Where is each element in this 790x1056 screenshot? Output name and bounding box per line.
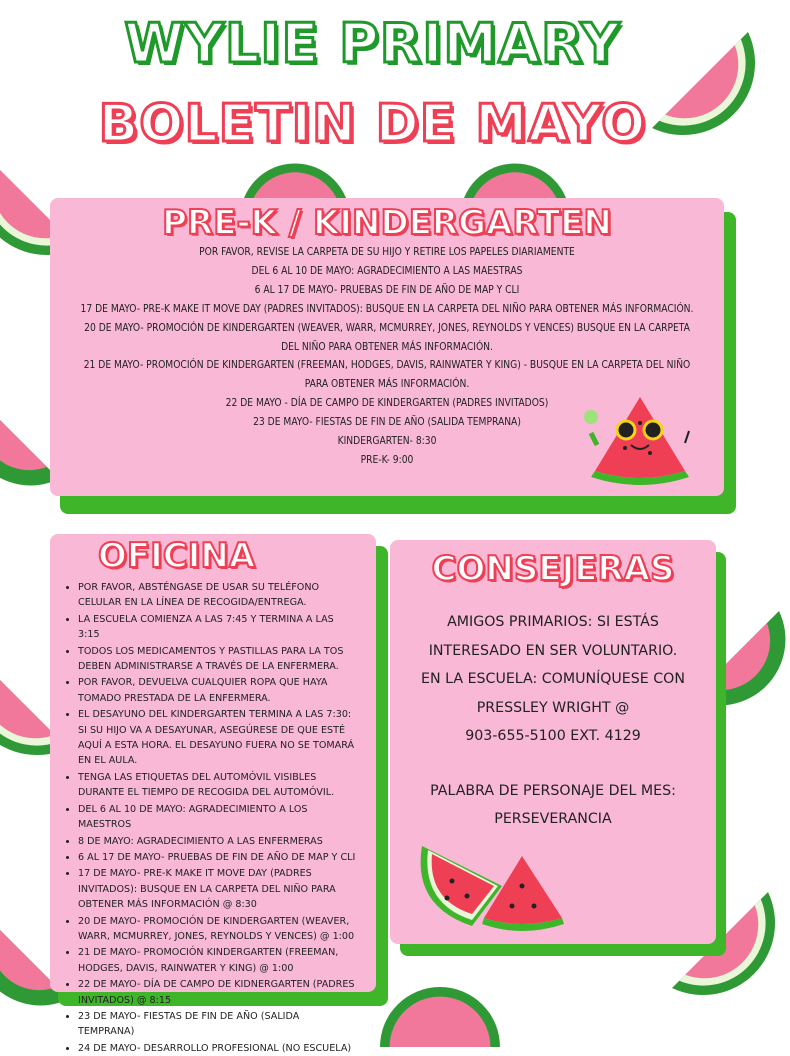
list-item: • EL DESAYUNO DEL KINDERGARTEN TERMINA A LAS 7:30: SI SU HIJO VA A DESAYUNAR, ASEGÚRESE DE QUE ESTÉ AQUÍ A ESTA HORA. EL DESAYUNO FUERA NO SE TOMARÁ EN EL AULA. — [78, 707, 358, 769]
list-item: • TODOS LOS MEDICAMENTOS Y PASTILLAS PARA LA TOS DEBEN ADMINISTRARSE A TRAVÉS DE LA ENFERMERA. — [78, 644, 358, 675]
watermelon-icon — [380, 960, 500, 1050]
counselors-volunteer-line: AMIGOS PRIMARIOS: SI ESTÁS INTERESADO EN SER VOLUNTARIO. — [428, 614, 678, 659]
watermelon-mascot-icon — [585, 393, 695, 493]
character-word: PERSEVERANCIA — [494, 811, 612, 827]
list-item: • TENGA LAS ETIQUETAS DEL AUTOMÓVIL VISIBLES DURANTE EL TIEMPO DE RECOGIDA DEL AUTOMÓVIL. — [78, 770, 358, 801]
list-item: • POR FAVOR, ABSTÉNGASE DE USAR SU TELÉFONO CELULAR EN LA LÍNEA DE RECOGIDA/ENTREGA. — [78, 580, 358, 611]
list-item: • 6 AL 17 DE MAYO- PRUEBAS DE FIN DE AÑO DE MAP Y CLI — [78, 850, 358, 865]
counselors-heading: CONSEJERAS — [431, 549, 675, 589]
office-list — [50, 580, 376, 1056]
prek-line: 22 DE MAYO - DÍA DE CAMPO DE KINDERGARTEN (PADRES INVITADOS) — [225, 398, 549, 410]
office-section — [50, 534, 376, 1054]
prek-line: KINDERGARTEN- 8:30 — [337, 436, 437, 448]
prek-heading: PRE-K / KINDERGARTEN — [162, 203, 612, 243]
list-item: • 17 DE MAYO- PRE-K MAKE IT MOVE DAY (PADRES INVITADOS): BUSQUE EN LA CARPETA DEL NIÑO PARA OBTENER MÁS INFORMACIÓN @ 8:30 — [78, 866, 358, 912]
list-item: • 23 DE MAYO- FIESTAS DE FIN DE AÑO (SALIDA TEMPRANA) — [78, 1009, 358, 1040]
counselors-section — [390, 540, 716, 944]
prek-line: 6 AL 17 DE MAYO- PRUEBAS DE FIN DE AÑO DE MAP Y CLI — [254, 284, 520, 296]
prek-line: PRE-K- 9:00 — [360, 454, 414, 466]
prek-line: 21 DE MAYO- PROMOCIÓN DE KINDERGARTEN (FREEMAN, HODGES, DAVIS, RAINWATER Y KING) - BUSQUE EN LA CARPETA DEL NIÑO PARA OBTENER MÁS INFORMACIÓN. — [83, 360, 691, 391]
counselors-text — [390, 608, 716, 834]
prek-line: 20 DE MAYO- PROMOCIÓN DE KINDERGARTEN (WEAVER, WARR, MCMURREY, JONES, REYNOLDS Y VENCES) BUSQUE EN LA CARPETA DEL NIÑO PARA OBTENER MÁS INFORMACIÓN. — [84, 322, 690, 353]
prek-line: 23 DE MAYO- FIESTAS DE FIN DE AÑO (SALIDA TEMPRANA) — [253, 417, 521, 429]
list-item: • DEL 6 AL 10 DE MAYO: AGRADECIMIENTO A LOS MAESTROS — [78, 802, 358, 833]
list-item: • 22 DE MAYO- DÍA DE CAMPO DE KIDNERGARTEN (PADRES INVITADOS) @ 8:15 — [78, 977, 358, 1008]
counselors-contact-line: EN LA ESCUELA: COMUNÍQUESE CON PRESSLEY WRIGHT @ — [421, 671, 685, 716]
prek-line: 17 DE MAYO- PRE-K MAKE IT MOVE DAY (PADRES INVITADOS): BUSQUE EN LA CARPETA DEL NIÑO PARA OBTENER MÁS INFORMACIÓN. — [80, 303, 694, 315]
newsletter-month-title: BOLETIN DE MAYO — [98, 94, 647, 154]
list-item: • 24 DE MAYO- DESARROLLO PROFESIONAL (NO ESCUELA) — [78, 1041, 358, 1056]
office-heading: OFICINA — [98, 536, 256, 576]
list-item: • LA ESCUELA COMIENZA A LAS 7:45 Y TERMINA A LAS 3:15 — [78, 612, 358, 643]
newsletter-school-title: WYLIE PRIMARY — [124, 12, 621, 75]
list-item: • 20 DE MAYO- PROMOCIÓN DE KINDERGARTEN (WEAVER, WARR, MCMURREY, JONES, REYNOLDS Y VENCES) @ 1:00 — [78, 914, 358, 945]
prek-line: DEL 6 AL 10 DE MAYO: AGRADECIMIENTO A LAS MAESTRAS — [251, 265, 523, 277]
counselors-phone: 903-655-5100 EXT. 4129 — [465, 728, 641, 744]
list-item: • 21 DE MAYO- PROMOCIÓN KINDERGARTEN (FREEMAN, HODGES, DAVIS, RAINWATER Y KING) @ 1:00 — [78, 945, 358, 976]
character-word-label: PALABRA DE PERSONAJE DEL MES: — [430, 782, 676, 799]
list-item: • POR FAVOR, DEVUELVA CUALQUIER ROPA QUE HAYA TOMADO PRESTADA DE LA ENFERMERA. — [78, 675, 358, 706]
list-item: • 8 DE MAYO: AGRADECIMIENTO A LAS ENFERMERAS — [78, 834, 358, 849]
prek-section — [50, 198, 724, 496]
watermelon-slices-icon — [412, 826, 572, 938]
prek-line: POR FAVOR, REVISE LA CARPETA DE SU HIJO Y RETIRE LOS PAPELES DIARIAMENTE — [199, 247, 575, 258]
